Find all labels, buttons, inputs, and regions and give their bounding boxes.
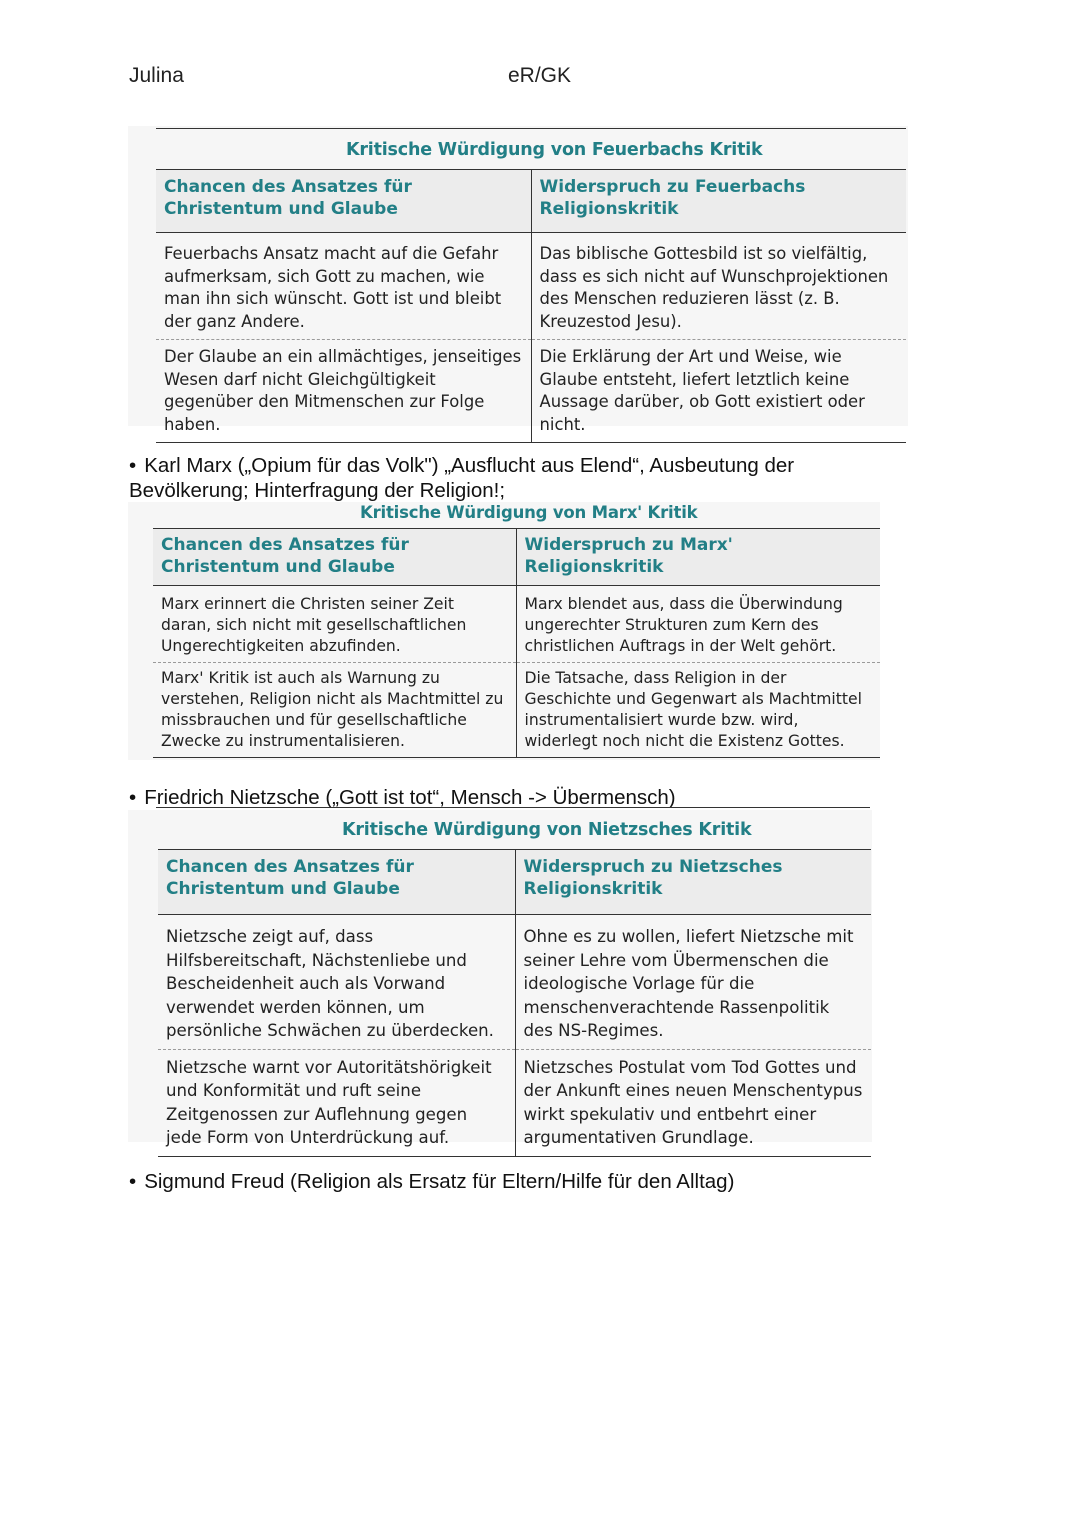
table-header-row xyxy=(156,170,906,233)
col-header-chances: Chancen des Ansatzes für Christentum und Glaube xyxy=(153,529,516,586)
feuerbach-table-title: Kritische Würdigung von Feuerbachs Kritik xyxy=(346,140,763,160)
col-header-contradiction: Widerspruch zu Marx' Religionskritik xyxy=(516,529,880,586)
bullet-nietzsche-text: Friedrich Nietzsche („Gott ist tot“, Mensch -> Übermensch) xyxy=(144,786,676,809)
table-row xyxy=(158,915,871,1050)
table-cell: Die Erklärung der Art und Weise, wie Glaube entsteht, liefert letztlich keine Aussage darüber, ob Gott existiert oder nicht. xyxy=(531,340,906,443)
bullet-dot: • xyxy=(129,1170,137,1193)
table-cell: Marx' Kritik ist auch als Warnung zu verstehen, Religion nicht als Machtmittel zu missbrauchen und für gesellschaftliche Zwecke zu instrumentalisieren. xyxy=(153,663,516,758)
feuerbach-critique-table xyxy=(156,169,906,443)
table-header-row xyxy=(153,529,880,586)
bullet-dot: • xyxy=(129,454,137,477)
bullet-marx xyxy=(129,453,869,503)
table-cell: Der Glaube an ein allmächtiges, jenseitiges Wesen darf nicht Gleichgültigkeit gegenüber den Mitmenschen zur Folge haben. xyxy=(156,340,531,443)
table-header-row xyxy=(158,850,871,915)
student-name: Julina xyxy=(129,64,184,87)
bullet-marx-text: Karl Marx („Opium für das Volk") „Ausflucht aus Elend“, Ausbeutung der Bevölkerung; Hinterfragung der Religion!; xyxy=(129,454,795,502)
table-cell: Ohne es zu wollen, liefert Nietzsche mit seiner Lehre vom Übermenschen die ideologische Vorlage für die menschenverachtende Rassenpolitik des NS-Regimes. xyxy=(515,915,871,1050)
bullet-freud-text: Sigmund Freud (Religion als Ersatz für Eltern/Hilfe für den Alltag) xyxy=(144,1170,735,1193)
table-row xyxy=(158,1049,871,1156)
col-header-chances: Chancen des Ansatzes für Christentum und Glaube xyxy=(156,170,531,233)
table-cell: Nietzsche warnt vor Autoritätshörigkeit und Konformität und ruft seine Zeitgenossen zur Auflehnung gegen jede Form von Unterdrückung auf. xyxy=(158,1049,515,1156)
table-row xyxy=(153,663,880,758)
marx-critique-table xyxy=(153,528,880,758)
feuerbach-top-rule xyxy=(156,128,906,129)
course-code: eR/GK xyxy=(508,64,572,87)
table-row xyxy=(156,340,906,443)
nietzsche-table-title: Kritische Würdigung von Nietzsches Kritik xyxy=(342,820,752,840)
table-cell: Das biblische Gottesbild ist so vielfältig, dass es sich nicht auf Wunschprojektionen des Menschen reduzieren lässt (z. B. Kreuzestod Jesu). xyxy=(531,233,906,340)
col-header-contradiction: Widerspruch zu Nietzsches Religionskritik xyxy=(515,850,871,915)
table-row xyxy=(156,233,906,340)
marx-table-title: Kritische Würdigung von Marx' Kritik xyxy=(360,503,698,522)
col-header-chances: Chancen des Ansatzes für Christentum und Glaube xyxy=(158,850,515,915)
nietzsche-critique-table xyxy=(158,849,871,1157)
bullet-dot: • xyxy=(129,786,137,809)
col-header-contradiction: Widerspruch zu Feuerbachs Religionskritik xyxy=(531,170,906,233)
table-cell: Feuerbachs Ansatz macht auf die Gefahr aufmerksam, sich Gott zu machen, wie man ihn sich wünscht. Gott ist und bleibt der ganz Andere. xyxy=(156,233,531,340)
table-cell: Marx erinnert die Christen seiner Zeit daran, sich nicht mit gesellschaftlichen Ungerechtigkeiten abzufinden. xyxy=(153,586,516,663)
table-cell: Die Tatsache, dass Religion in der Geschichte und Gegenwart als Machtmittel instrumentalisiert wurde bzw. wird, widerlegt noch nicht die Existenz Gottes. xyxy=(516,663,880,758)
table-row xyxy=(153,586,880,663)
table-cell: Nietzsches Postulat vom Tod Gottes und der Ankunft eines neuen Menschentypus wirkt spekulativ und entbehrt einer argumentativen Grundlage. xyxy=(515,1049,871,1156)
bullet-freud xyxy=(129,1169,889,1194)
table-cell: Nietzsche zeigt auf, dass Hilfsbereitschaft, Nächstenliebe und Bescheidenheit auch als Vorwand verwendet werden können, um persönliche Schwächen zu überdecken. xyxy=(158,915,515,1050)
nietzsche-top-rule xyxy=(156,807,870,808)
table-cell: Marx blendet aus, dass die Überwindung ungerechter Strukturen zum Kern des christlichen Auftrags in der Welt gehört. xyxy=(516,586,880,663)
